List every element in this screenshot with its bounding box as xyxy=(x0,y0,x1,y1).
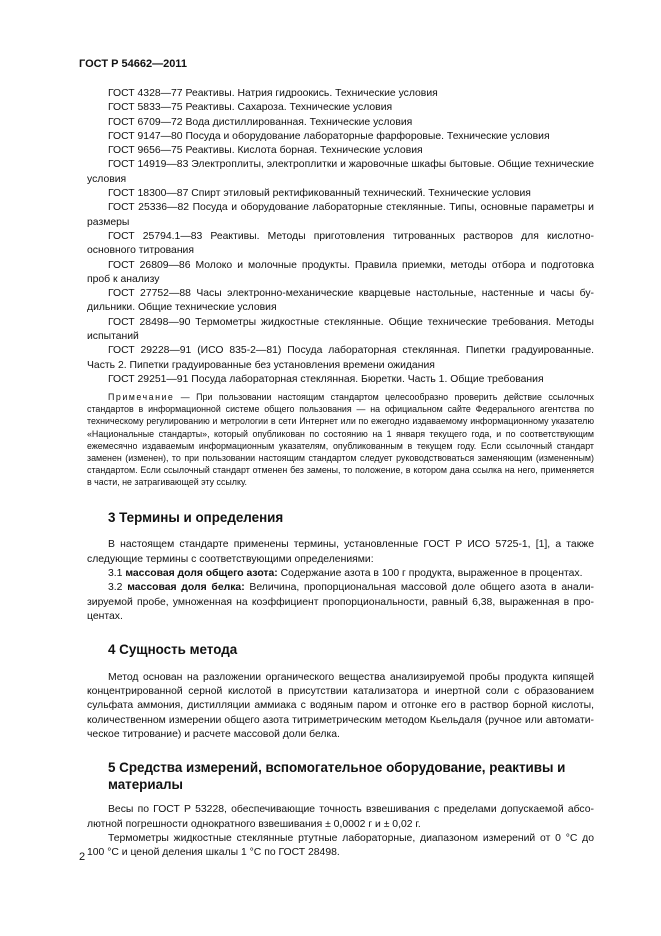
reference-item: ГОСТ 18300—87 Спирт этиловый ректификованный технический. Технические условия xyxy=(108,188,531,200)
term-number: 3.2 xyxy=(108,582,128,594)
reference-item: ГОСТ 26809—86 Молоко и молочные продукты. Правила приемки, методы отбора и подготовка проб к анализу xyxy=(87,259,594,285)
reference-item: ГОСТ 29251—91 Посуда лабораторная стеклянная. Бюретки. Часть 1. Общие требования xyxy=(108,373,544,385)
reference-list xyxy=(87,87,594,387)
reference-item: ГОСТ 29228—91 (ИСО 835-2—81) Посуда лабораторная стеклянная. Пипетки градуированные. Часть 2. Пипетки градуированные без установления времени ожидания xyxy=(87,345,594,371)
reference-item: ГОСТ 4328—77 Реактивы. Натрия гидроокись. Технические условия xyxy=(108,88,438,99)
term-number: 3.1 xyxy=(108,568,126,580)
page-number: 2 xyxy=(79,851,86,863)
section-4-title: 4 Сущность метода xyxy=(108,642,238,658)
term-name: массовая доля белка: xyxy=(127,582,245,594)
reference-item: ГОСТ 25336—82 Посуда и оборудование лабораторные стеклянные. Типы, основные параметры и размеры xyxy=(87,202,594,228)
note-label: Примечание xyxy=(108,392,175,403)
page-header: ГОСТ Р 54662—2011 xyxy=(79,58,187,70)
note-text: — При пользовании настоящим стандартом целесообразно проверить действие ссылочных стандартов в информационной системе общего пользования — на официальном сайте Федерального агентства по техническому регулированию и метрологии в сети Интернет или по ежегодно издаваемому информационному указателю «Национальные стандарты», который опубликован по состоянию на 1 января текущего года, и по соответствующим ежемесячно издаваемым информационным указателям, опубликованным в текущем году. Если ссылочный стандарт заменен (изменен), то при пользовании настоящим стандартом следует руководствоваться заменяющим (измененным) стандартом. Если ссылочный стандарт отменен без замены, то положение, в котором дана ссылка на него, применяется в части, не затрагивающей эту ссылку. xyxy=(87,392,594,487)
reference-item: ГОСТ 9147—80 Посуда и оборудование лабораторные фарфоровые. Технические условия xyxy=(108,130,550,142)
term-definition: Содержание азота в 100 г продукта, выраженное в процентах. xyxy=(277,568,583,580)
page-body xyxy=(87,87,594,860)
reference-item: ГОСТ 25794.1—83 Реактивы. Методы приготовления титрованных растворов для кислотно-основного титрования xyxy=(87,230,594,257)
section-5-title: 5 Средства измерений, вспомогательное оборудование, реактивы и материалы xyxy=(108,760,566,792)
section-3-title: 3 Термины и определения xyxy=(108,509,284,525)
term-3-2 xyxy=(87,581,594,624)
section-5-paragraph-1: Весы по ГОСТ Р 53228, обеспечивающие точность взвешивания с пределами допускаемой абсолютной погрешности однократного взвешивания ± 0,0002 г и ± 0,02 г. xyxy=(87,804,594,830)
reference-item: ГОСТ 5833—75 Реактивы. Сахароза. Технические условия xyxy=(108,102,393,114)
reference-item: ГОСТ 27752—88 Часы электронно-механические кварцевые настольные, настенные и часы будильники. Общие технические условия xyxy=(87,288,594,314)
section-4-text: Метод основан на разложении органического вещества анализируемой пробы продукта кипящей концентрированной серной кислотой в присутствии катализатора и инертной соли с образованием сульфата аммония, дистилляции аммиака с водяным паром и отгонке его в раствор борной кислоты, количественном измерении общего азота титриметрическим методом Кьельдаля (ручное или автоматическое титрование) и расчете массовой доли белка. xyxy=(87,671,594,740)
reference-item: ГОСТ 14919—83 Электроплиты, электроплитки и жаровочные шкафы бытовые. Общие технические условия xyxy=(87,159,594,185)
reference-note xyxy=(87,391,594,488)
term-3-1 xyxy=(87,567,594,581)
term-name: массовая доля общего азота: xyxy=(125,568,278,580)
reference-item: ГОСТ 28498—90 Термометры жидкостные стеклянные. Общие технические требования. Методы испытаний xyxy=(87,316,594,343)
term-definition: Величина, пропорциональная массовой доле общего азота в анализируемой пробе, умноженная на коэффициент пропорциональности, равный 6,38, выраженная в процентах. xyxy=(87,582,594,622)
section-5-paragraph-2: Термометры жидкостные стеклянные ртутные лабораторные, диапазоном измерений от 0 °С до 100 °С и ценой деления шкалы 1 °С по ГОСТ 28498. xyxy=(87,832,594,859)
section-3-intro: В настоящем стандарте применены термины, установленные ГОСТ Р ИСО 5725-1, [1], а также следующие термины с соответствующими определениями: xyxy=(87,539,594,565)
reference-item: ГОСТ 6709—72 Вода дистиллированная. Технические условия xyxy=(108,116,413,128)
reference-item: ГОСТ 9656—75 Реактивы. Кислота борная. Технические условия xyxy=(108,145,423,157)
